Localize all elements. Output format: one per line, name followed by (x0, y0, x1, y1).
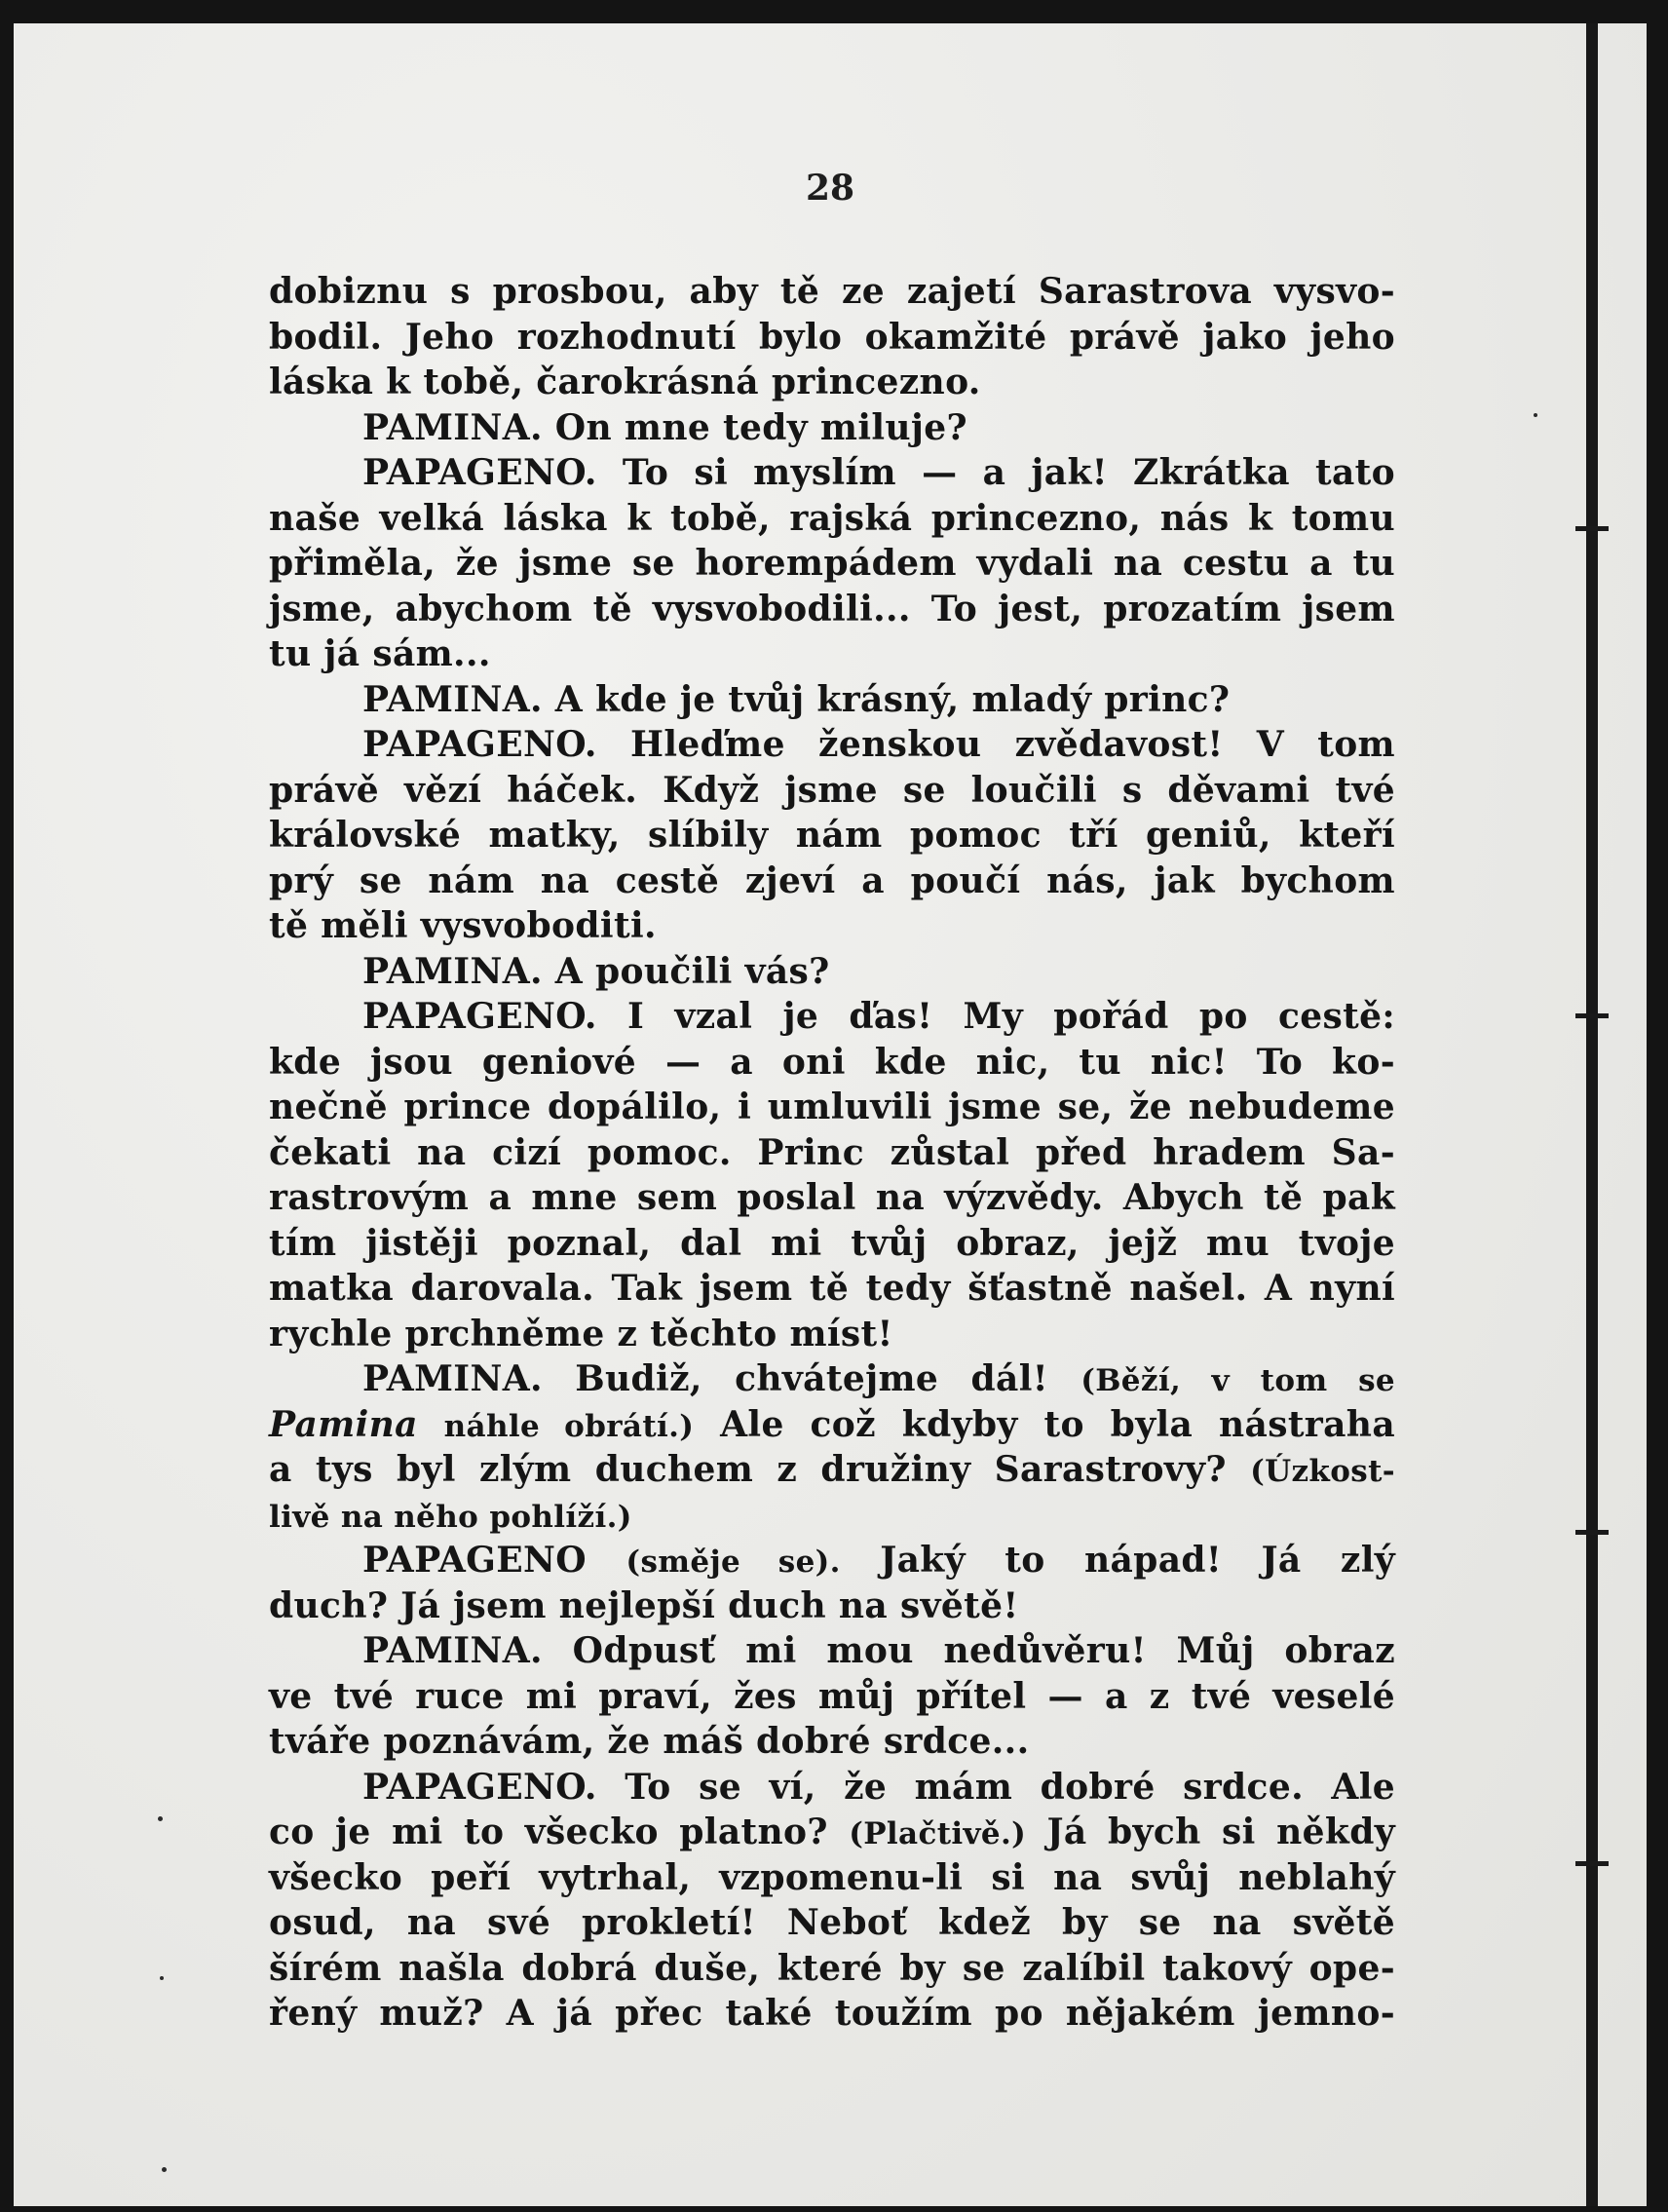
line-text: tváře poznávám, že máš dobré srdce... (269, 1721, 1030, 1762)
line-text: nečně prince dopálilo, i umluvili jsme se, že nebudeme (269, 1087, 1395, 1127)
page-spine-edge (1586, 23, 1598, 2206)
text-line (269, 1175, 1395, 1221)
book-page (14, 23, 1647, 2206)
line-text: PAPAGENO. To si myslím — a jak! Zkrátka tato (362, 452, 1395, 493)
line-text: Já bych si někdy (1046, 1812, 1395, 1852)
stage-direction: livě na něho pohlíží.) (269, 1499, 632, 1535)
text-line (269, 1674, 1395, 1720)
line-text: PAMINA. A kde je tvůj krásný, mladý princ? (362, 678, 1231, 720)
line-text: čekati na cizí pomoc. Princ zůstal před hradem Sa- (269, 1131, 1395, 1173)
spine-mark (1575, 1530, 1609, 1535)
text-line (269, 1312, 1395, 1357)
stage-direction: (Běží, v tom se (1080, 1363, 1395, 1398)
text-line (269, 1356, 1395, 1402)
text-line (269, 1810, 1395, 1855)
text-line (269, 949, 1395, 995)
line-text: láska k tobě, čarokrásná princezno. (269, 362, 981, 402)
line-text: PAPAGENO. I vzal je ďas! My pořád po cestě: (362, 996, 1395, 1037)
line-text: tu já sám... (269, 633, 491, 674)
text-line (269, 450, 1395, 496)
text-line (269, 360, 1395, 405)
text-line (269, 315, 1395, 361)
line-text: PAPAGENO. Hleďme ženskou zvědavost! V tom (362, 724, 1395, 765)
line-text: PAMINA. A poučili vás? (362, 950, 830, 992)
stage-direction: (Plačtivě.) (849, 1816, 1027, 1851)
line-text: jsme, abychom tě vysvobodili... To jest, prozatím jsem (269, 588, 1395, 629)
spine-mark (1575, 526, 1609, 531)
text-line (269, 1402, 1395, 1448)
text-line (269, 405, 1395, 451)
line-text: kde jsou geniové — a oni kde nic, tu nic! To ko- (269, 1041, 1395, 1083)
line-text: PAMINA. Budiž, chvátejme dál! (362, 1358, 1048, 1399)
line-text: rychle prchněme z těchto míst! (269, 1313, 893, 1354)
text-line (269, 1538, 1395, 1583)
text-line (269, 1628, 1395, 1674)
text-line (269, 1447, 1395, 1493)
text-line (269, 994, 1395, 1040)
line-text: všecko peří vytrhal, vzpomenu-li si na svůj neblahý (269, 1856, 1395, 1898)
line-text: tě měli vysvoboditi. (269, 905, 657, 946)
line-text: bodil. Jeho rozhodnutí bylo okamžité právě jako jeho (269, 316, 1395, 358)
text-line (269, 1946, 1395, 1992)
text-line (269, 858, 1395, 904)
line-text: PAPAGENO. To se ví, že mám dobré srdce. Ale (362, 1766, 1395, 1808)
stage-direction: (směje se). (626, 1545, 841, 1580)
text-line (269, 1266, 1395, 1312)
text-line (269, 269, 1395, 315)
line-text: a tys byl zlým duchem z družiny Sarastrovy? (269, 1449, 1227, 1490)
text-line (269, 722, 1395, 768)
line-text: PAMINA. On mne tedy miluje? (362, 406, 967, 448)
line-text: Ale což kdyby to byla nástraha (720, 1403, 1395, 1445)
character-name-italic: Pamina (269, 1403, 418, 1445)
paper-speck (1534, 413, 1537, 417)
text-line (269, 1583, 1395, 1629)
stage-direction: (Úzkost- (1250, 1454, 1395, 1489)
line-text: právě vězí háček. Když jsme se loučili s děvami tvé (269, 769, 1395, 811)
line-text: rastrovým a mne sem poslal na výzvědy. Abych tě pak (269, 1177, 1395, 1218)
line-text: ve tvé ruce mi praví, žes můj přítel — a z tvé veselé (269, 1675, 1395, 1717)
line-text: tím jistěji poznal, dal mi tvůj obraz, jejž mu tvoje (269, 1222, 1395, 1264)
text-line (269, 813, 1395, 858)
line-text: Jaký to nápad! Já zlý (880, 1540, 1395, 1581)
line-text: prý se nám na cestě zjeví a poučí nás, jak bychom (269, 859, 1395, 901)
page-number: 28 (805, 168, 855, 209)
paper-speck (160, 1976, 164, 1980)
text-line (269, 1221, 1395, 1267)
line-text: PAPAGENO (362, 1540, 588, 1581)
stage-direction: náhle obrátí.) (443, 1408, 695, 1444)
text-line (269, 1719, 1395, 1765)
line-text: co je mi to všecko platno? (269, 1812, 828, 1852)
text-body (269, 269, 1395, 2037)
spine-mark (1575, 1861, 1609, 1866)
text-line (269, 1040, 1395, 1086)
paper-speck (158, 1816, 163, 1821)
text-line (269, 1130, 1395, 1176)
text-line (269, 1493, 1395, 1539)
text-line (269, 541, 1395, 587)
line-text: duch? Já jsem nejlepší duch na světě! (269, 1584, 1019, 1626)
line-text: dobiznu s prosbou, aby tě ze zajetí Sarastrova vysvo- (269, 271, 1395, 312)
line-text: osud, na své prokletí! Neboť kdež by se na světě (269, 1902, 1395, 1943)
spine-mark (1575, 1013, 1609, 1018)
text-line (269, 1085, 1395, 1130)
text-line (269, 1765, 1395, 1811)
line-text: řený muž? A já přec také toužím po nějakém jemno- (269, 1993, 1395, 2034)
line-text: přiměla, že jsme se horempádem vydali na cestu a tu (269, 543, 1395, 584)
line-text: královské matky, slíbily nám pomoc tří geniů, kteří (269, 815, 1395, 856)
line-text: matka darovala. Tak jsem tě tedy šťastně našel. A nyní (269, 1268, 1395, 1309)
text-line (269, 768, 1395, 814)
text-line (269, 903, 1395, 949)
line-text: PAMINA. Odpusť mi mou nedůvěru! Můj obraz (362, 1630, 1395, 1671)
text-line (269, 677, 1395, 723)
paper-speck (162, 2167, 167, 2172)
text-line (269, 496, 1395, 542)
text-line (269, 1991, 1395, 2037)
text-line (269, 587, 1395, 632)
text-line (269, 1900, 1395, 1946)
line-text: naše velká láska k tobě, rajská princezno, nás k tomu (269, 497, 1395, 539)
line-text: šírém našla dobrá duše, které by se zalíbil takový ope- (269, 1947, 1395, 1989)
text-line (269, 631, 1395, 677)
text-line (269, 1855, 1395, 1901)
